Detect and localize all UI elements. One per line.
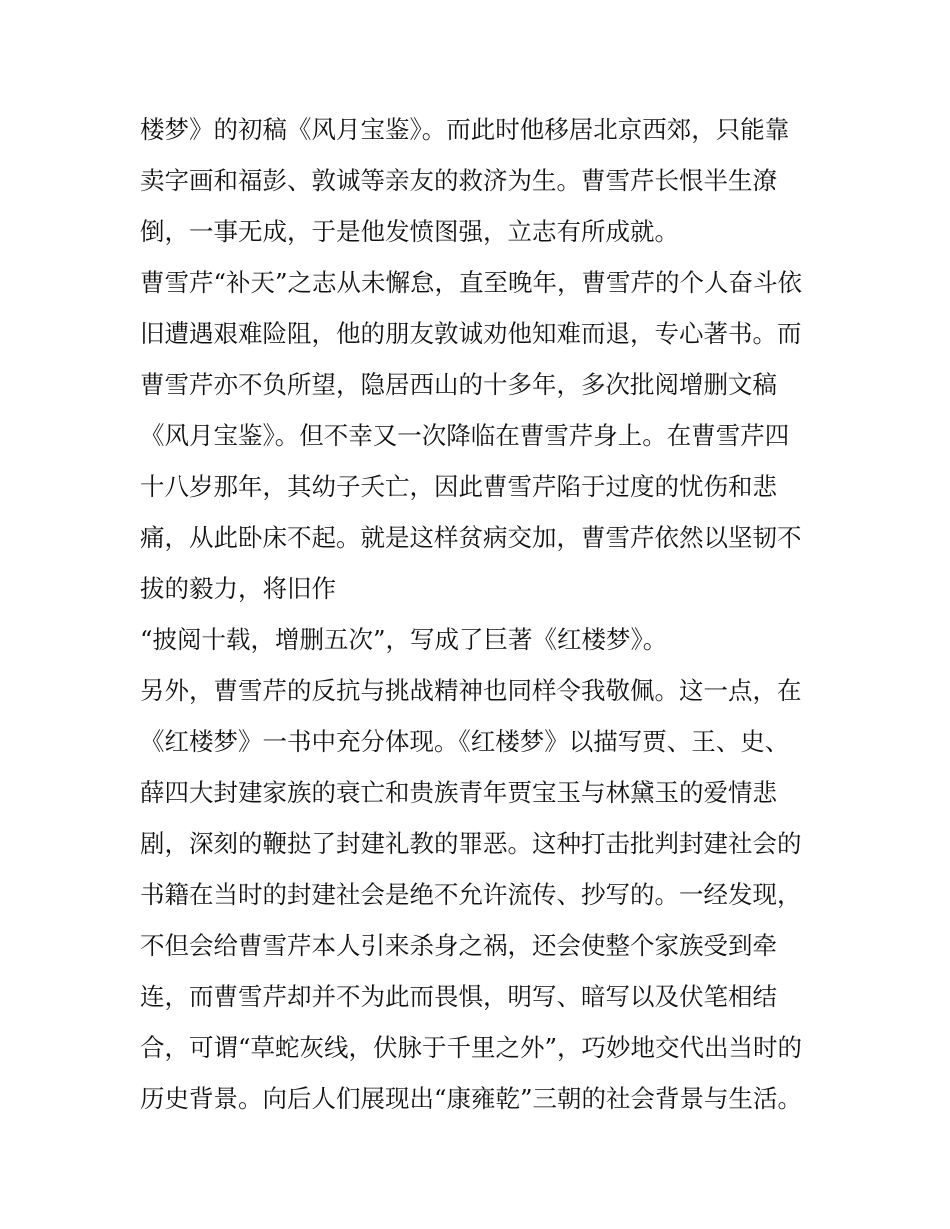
text-line: “披阅十载，增删五次”，写成了巨著《红楼梦》。: [140, 625, 668, 654]
text-line: 卖字画和福彭、敦诚等亲友的救济为生。曹雪芹长恨半生潦: [140, 166, 777, 195]
text-line: 痛，从此卧床不起。就是这样贫病交加，曹雪芹依然以坚韧不: [140, 523, 802, 552]
text-line: 拔的毅力，将旧作: [140, 574, 336, 603]
text-line: 《风月宝鉴》。但不幸又一次降临在曹雪芹身上。在曹雪芹四: [140, 421, 790, 450]
text-line: 另外，曹雪芹的反抗与挑战精神也同样令我敬佩。这一点，在: [140, 676, 802, 705]
text-line: 历史背景。向后人们展现出“康雍乾”三朝的社会背景与生活。: [140, 1084, 803, 1113]
text-line: 薛四大封建家族的衰亡和贵族青年贾宝玉与林黛玉的爱情悲: [140, 778, 777, 807]
text-line: 剧，深刻的鞭挞了封建礼教的罪恶。这种打击批判封建社会的: [140, 829, 802, 858]
text-line: 合，可谓“草蛇灰线，伏脉于千里之外”，巧妙地交代出当时的: [140, 1033, 803, 1062]
text-line: 连，而曹雪芹却并不为此而畏惧，明写、暗写以及伏笔相结: [140, 982, 777, 1011]
text-line: 《红楼梦》一书中充分体现。《红楼梦》以描写贾、王、史、: [140, 727, 790, 756]
text-line: 倒，一事无成，于是他发愤图强，立志有所成就。: [140, 217, 679, 246]
text-line: 曹雪芹亦不负所望，隐居西山的十多年，多次批阅增删文稿: [140, 370, 777, 399]
text-line: 书籍在当时的封建社会是绝不允许流传、抄写的。一经发现，: [140, 880, 802, 909]
text-line: 旧遭遇艰难险阻，他的朋友敦诚劝他知难而退，专心著书。而: [140, 319, 802, 348]
text-line: 曹雪芹“补天”之志从未懈怠，直至晚年，曹雪芹的个人奋斗依: [140, 268, 803, 297]
text-line: 十八岁那年，其幼子夭亡，因此曹雪芹陷于过度的忧伤和悲: [140, 472, 777, 501]
body-text: [140, 104, 830, 1124]
text-line: 不但会给曹雪芹本人引来杀身之祸，还会使整个家族受到牵: [140, 931, 777, 960]
text-line: 楼梦》的初稿《风月宝鉴》。而此时他移居北京西郊，只能靠: [140, 115, 790, 144]
